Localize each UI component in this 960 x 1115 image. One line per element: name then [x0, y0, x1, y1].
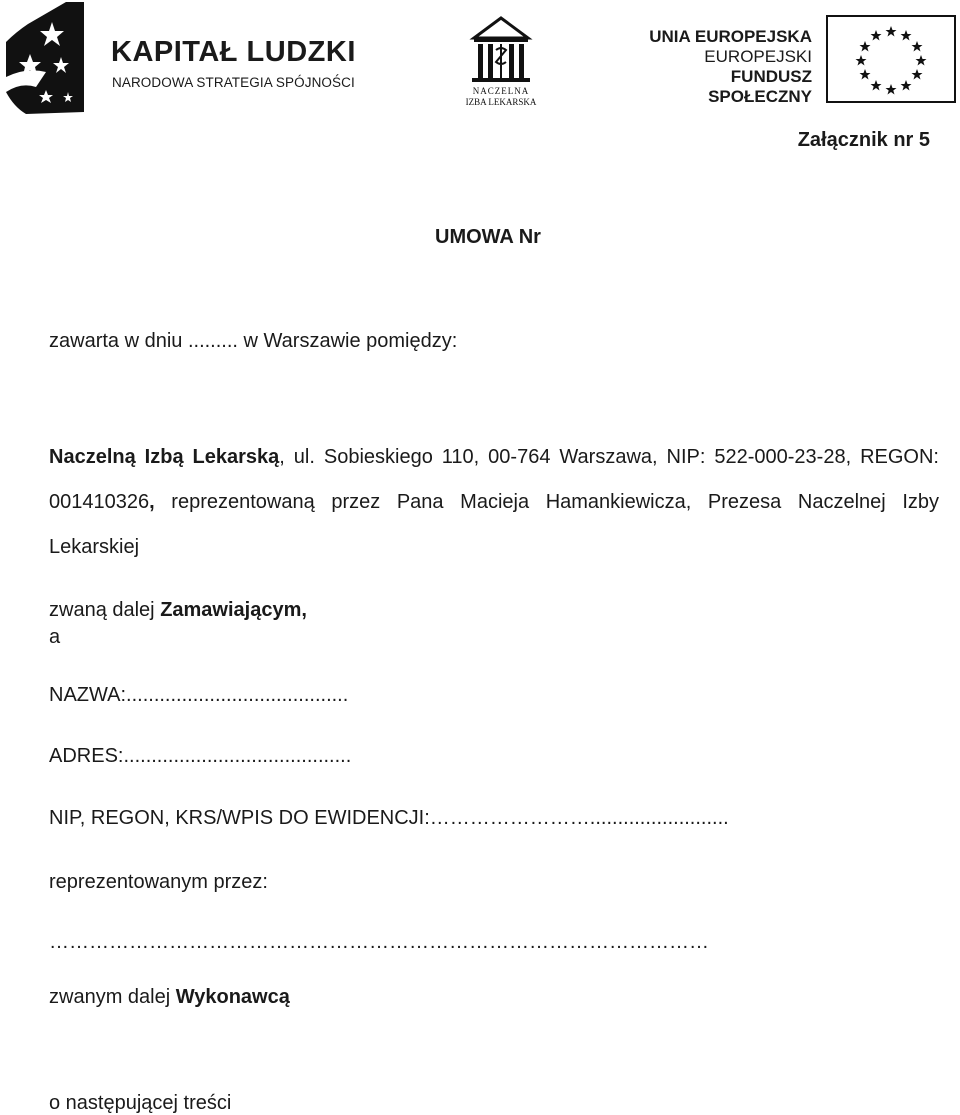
nil-logo-line1: NACZELNA — [472, 86, 530, 96]
concluded-line: zawarta w dniu ......... w Warszawie pomiędzy: — [49, 330, 458, 352]
kapital-ludzki-logo — [6, 2, 88, 114]
contractor-prefix: zwanym dalej — [49, 986, 176, 1008]
address-field: ADRES:......................................... — [49, 745, 352, 767]
eu-social-fund-label: FUNDUSZ SPOŁECZNY — [708, 67, 812, 106]
party1-details: , ul. Sobieskiego 110, 00-764 Warszawa, NIP: 522-000-23-28, REGON: 001410326 — [49, 446, 939, 513]
nil-logo-line2: IZBA LEKARSKA — [465, 97, 537, 107]
party1-name: Naczelną Izbą Lekarską — [49, 446, 280, 468]
eu-european-label: EUROPEJSKI — [704, 47, 812, 66]
party1-paragraph — [49, 435, 939, 570]
annex-number: Załącznik nr 5 — [797, 129, 930, 151]
page-header — [0, 0, 960, 115]
represented-by-line: reprezentowanym przez: — [49, 871, 268, 893]
document-title: UMOWA Nr — [435, 226, 541, 248]
eu-flag-icon — [826, 15, 956, 103]
ordering-party-prefix: zwaną dalej — [49, 599, 161, 621]
kapital-ludzki-title: KAPITAŁ LUDZKI — [111, 36, 356, 68]
party1-comma: , — [149, 491, 155, 513]
kapital-ludzki-subtitle: NARODOWA STRATEGIA SPÓJNOŚCI — [112, 75, 355, 90]
representative-dots-field: ……………………………………………………………………………………… — [49, 931, 709, 953]
ordering-party-line — [49, 598, 307, 622]
conjunction-a: a — [49, 626, 61, 648]
eu-fund-label — [642, 27, 812, 107]
party1-representative: reprezentowaną przez Pana Macieja Hamankiewicza, Prezesa Naczelnej Izby Lekarskiej — [49, 491, 939, 558]
contractor-name: Wykonawcą — [175, 986, 290, 1008]
naczelna-izba-lekarska-logo — [465, 16, 537, 108]
ordering-party-name: Zamawiającym, — [160, 599, 307, 621]
content-intro: o następującej treści — [49, 1092, 232, 1114]
contractor-line — [49, 985, 290, 1009]
registration-ids-field: NIP, REGON, KRS/WPIS DO EWIDENCJI:……………………......................... — [49, 807, 729, 829]
name-field: NAZWA:........................................ — [49, 684, 349, 706]
eu-union-label: UNIA EUROPEJSKA — [649, 27, 812, 46]
